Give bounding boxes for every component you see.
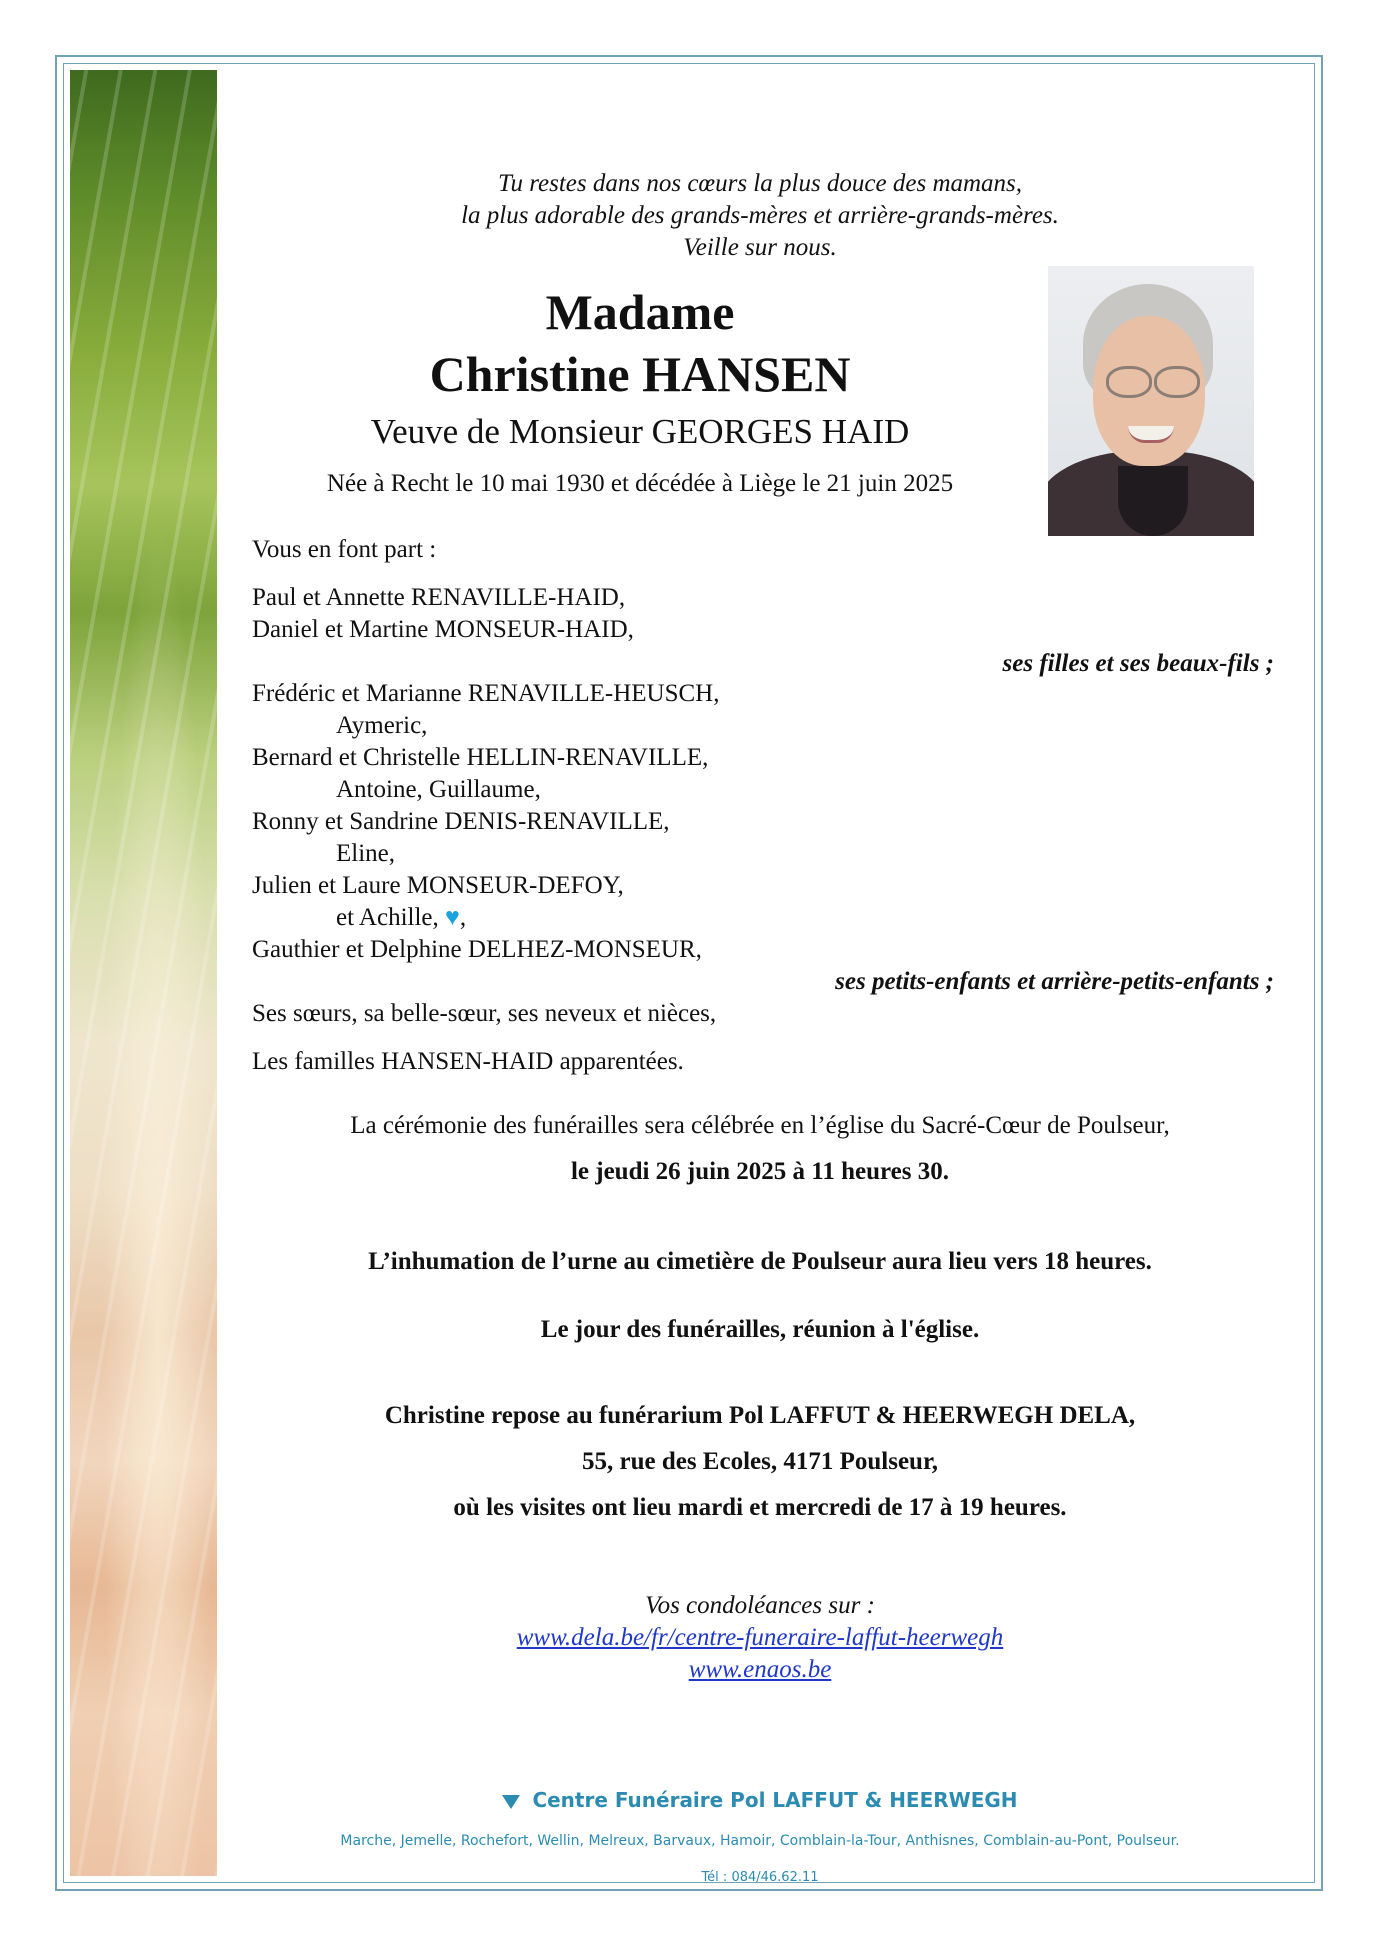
burial-line: L’inhumation de l’urne au cimetière de Poulseur aura lieu vers 18 heures. [368, 1248, 1152, 1275]
condolences-link-wrap [270, 1622, 1250, 1654]
footer-company [270, 1786, 1250, 1814]
family-line: Bernard et Christelle HELLIN-RENAVILLE, [252, 744, 709, 771]
quote-line-2: la plus adorable des grands-mères et arrière-grands-mères. [461, 202, 1059, 229]
family-line: Aymeric, [336, 712, 428, 739]
meeting-line: Le jour des funérailles, réunion à l'église. [540, 1316, 980, 1343]
deceased-title: Madame [545, 284, 735, 340]
footer-phone: Tél : 084/46.62.11 [701, 1870, 819, 1885]
condolences-link-enaos[interactable]: www.enaos.be [688, 1656, 832, 1683]
birth-death-dates: Née à Recht le 10 mai 1930 et décédée à Liège le 21 juin 2025 [326, 470, 954, 497]
visits-line: où les visites ont lieu mardi et mercredi de 17 à 19 heures. [453, 1494, 1067, 1521]
family-line: Julien et Laure MONSEUR-DEFOY, [252, 872, 624, 899]
deceased-name: Christine HANSEN [429, 346, 851, 402]
family-line: Antoine, Guillaume, [336, 776, 541, 803]
forest-path-image [70, 70, 217, 1876]
condolences-label: Vos condoléances sur : [645, 1592, 875, 1619]
family-line: Gauthier et Delphine DELHEZ-MONSEUR, [252, 936, 702, 963]
family-line: Eline, [336, 840, 396, 867]
ceremony-line: La cérémonie des funérailles sera célébrée en l’église du Sacré-Cœur de Poulseur, [350, 1112, 1170, 1139]
quote-line-3: Veille sur nous. [683, 234, 837, 261]
family-line: Daniel et Martine MONSEUR-HAID, [252, 616, 634, 643]
quote-line-1: Tu restes dans nos cœurs la plus douce des mamans, [497, 170, 1023, 197]
condolences-link-dela[interactable]: www.dela.be/fr/centre-funeraire-laffut-heerwegh [516, 1624, 1004, 1651]
funeral-home-address: 55, rue des Ecoles, 4171 Poulseur, [581, 1448, 939, 1475]
family-line: Ronny et Sandrine DENIS-RENAVILLE, [252, 808, 670, 835]
grandchildren-role: ses petits-enfants et arrière-petits-enfants ; [835, 968, 1274, 995]
portrait-photo [1048, 266, 1254, 536]
condolences-link-wrap [270, 1654, 1250, 1686]
footer-company-name: Centre Funéraire Pol LAFFUT & HEERWEGH [532, 1788, 1018, 1812]
family-line-heart [336, 902, 466, 934]
footer-towns: Marche, Jemelle, Rochefort, Wellin, Melreux, Barvaux, Hamoir, Comblain-la-Tour, Anthisnes, Comblain-au-Pont, Poulseur. [340, 1833, 1180, 1849]
family-line-text: et Achille, [336, 904, 439, 931]
family-line: Paul et Annette RENAVILLE-HAID, [252, 584, 626, 611]
triangle-down-icon [502, 1795, 520, 1809]
funeral-home-line: Christine repose au funérarium Pol LAFFUT & HEERWEGH DELA, [384, 1402, 1136, 1429]
widow-of: Veuve de Monsieur GEORGES HAID [370, 412, 910, 451]
siblings-line: Ses sœurs, sa belle-sœur, ses neveux et nièces, [252, 1000, 717, 1027]
ceremony-date: le jeudi 26 juin 2025 à 11 heures 30. [570, 1158, 950, 1185]
family-line: Frédéric et Marianne RENAVILLE-HEUSCH, [252, 680, 720, 707]
family-line-suffix: , [459, 904, 467, 931]
announce-intro: Vous en font part : [252, 536, 437, 563]
families-line: Les familles HANSEN-HAID apparentées. [252, 1048, 684, 1075]
children-role: ses filles et ses beaux-fils ; [1002, 650, 1274, 677]
heart-icon: ♥ [445, 904, 460, 931]
